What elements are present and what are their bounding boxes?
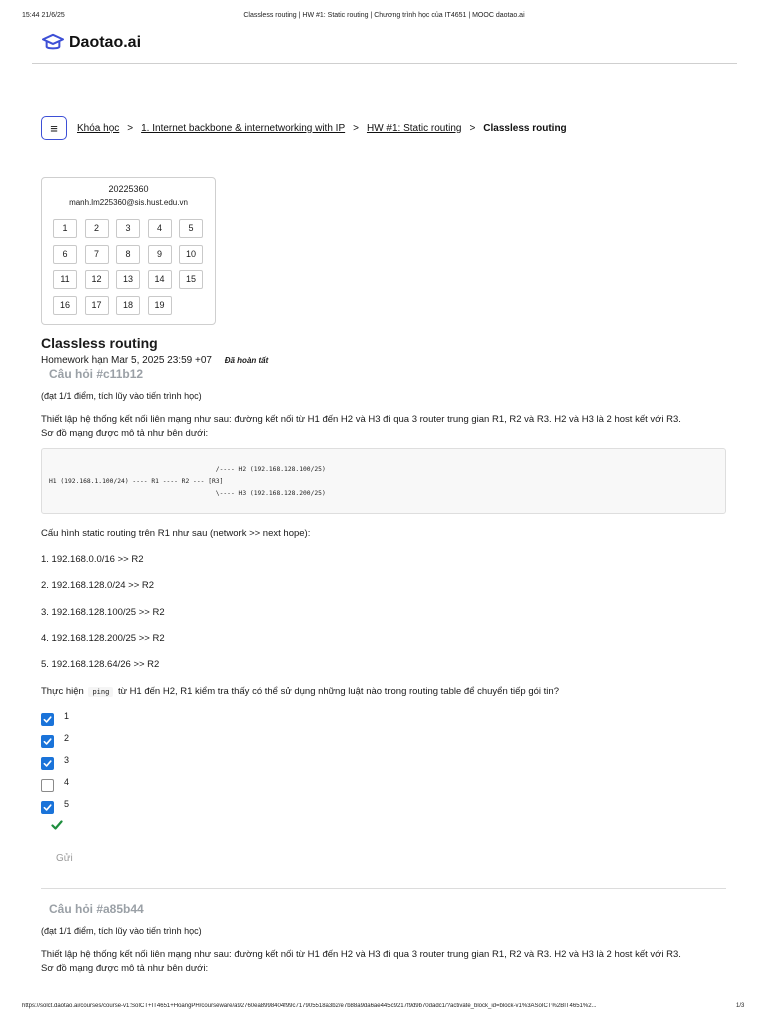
answer-option[interactable] (41, 779, 69, 793)
question-id: Câu hỏi #c11b12 (49, 367, 144, 381)
answer-option-label: 3 (64, 755, 70, 765)
question-nav-button[interactable]: 5 (179, 219, 203, 238)
question-nav-button[interactable]: 18 (116, 296, 140, 315)
question-prompt-text: Thực hiện (41, 686, 84, 697)
student-id: 20225360 (108, 184, 149, 194)
question-nav-button[interactable]: 3 (116, 219, 140, 238)
submit-button[interactable]: Gửi (56, 853, 73, 864)
answer-option-label: 1 (64, 711, 70, 721)
breadcrumb-link-homework[interactable]: HW #1: Static routing (366, 122, 462, 134)
question-divider (41, 888, 726, 889)
question-nav-button[interactable]: 11 (53, 270, 77, 289)
question-nav-button[interactable]: 15 (179, 270, 203, 289)
print-url: https://solct.daotao.ai/courses/course-v1:SoICT+IT4651+HoangPH/courseware/a92760ea8998404f99c717905518a3b2/e7b88a9da6ae445c9217f9d9b70dadc1/?activate_block_id=block-v1%3ASoICT%2BIT4651%2... (22, 1003, 597, 1009)
breadcrumb-separator: > (353, 122, 359, 134)
question-nav-button[interactable]: 12 (85, 270, 109, 289)
question-nav-button[interactable]: 14 (148, 270, 172, 289)
completion-status: Đã hoàn tất (224, 356, 269, 365)
question-nav-button[interactable]: 19 (148, 296, 172, 315)
question-nav-button[interactable]: 16 (53, 296, 77, 315)
question-nav-button[interactable]: 7 (85, 245, 109, 264)
brand-name: Daotao.ai (69, 34, 142, 51)
routing-rule: 1. 192.168.0.0/16 >> R2 (41, 554, 144, 565)
answer-option[interactable] (41, 735, 69, 749)
question-nav-button[interactable]: 13 (116, 270, 140, 289)
routing-rule: 5. 192.168.128.64/26 >> R2 (41, 659, 160, 670)
question-id: Câu hỏi #a85b44 (49, 902, 144, 916)
homework-deadline-line (41, 355, 268, 366)
question-intro (41, 948, 731, 976)
checkmark-icon (51, 819, 63, 831)
routing-rule: 2. 192.168.128.0/24 >> R2 (41, 580, 155, 591)
answer-checkbox[interactable] (41, 779, 54, 792)
answer-option-label: 4 (64, 777, 70, 787)
question-intro-line: Thiết lập hệ thống kết nối liên mạng như sau: đường kết nối từ H1 đến H2 và H3 đi qua 3 router trung gian R1, R2 và R3. H2 và H3 là 2 host kết với R3. (41, 949, 681, 960)
question-intro-line: Sơ đồ mạng được mô tả như bên dưới: (41, 428, 209, 439)
question-points: (đạt 1/1 điểm, tích lũy vào tiến trình học) (41, 926, 202, 936)
answer-option[interactable] (41, 801, 69, 815)
network-diagram-text: /---- H2 (192.168.128.100/25) H1 (192.168.1.100/24) ---- R1 ---- R2 --- [R3] \---- H3 (192.168.128.200/25) (49, 466, 326, 497)
routing-rule: 3. 192.168.128.100/25 >> R2 (41, 607, 165, 618)
print-page-number: 1/3 (736, 1003, 745, 1009)
question-nav-button[interactable]: 6 (53, 245, 77, 264)
question-intro (41, 413, 731, 441)
breadcrumb-separator: > (127, 122, 134, 134)
breadcrumb-link-courses[interactable]: Khóa học (77, 122, 120, 134)
print-header (0, 12, 768, 24)
answer-option-label: 2 (64, 733, 70, 743)
breadcrumb-current: Classless routing (483, 122, 567, 134)
page-title: Classless routing (41, 335, 158, 351)
network-diagram-block (41, 448, 726, 514)
question-intro-line: Sơ đồ mạng được mô tả như bên dưới: (41, 963, 209, 974)
answer-checkbox[interactable] (41, 757, 54, 770)
print-timestamp: 15:44 21/6/25 (22, 12, 65, 19)
graduation-cap-icon (42, 33, 64, 53)
question-prompt (41, 686, 559, 697)
routing-config-intro: Cấu hình static routing trên R1 như sau (network >> next hope): (41, 528, 311, 539)
routing-rule: 4. 192.168.128.200/25 >> R2 (41, 633, 165, 644)
answer-checkbox[interactable] (41, 713, 54, 726)
breadcrumb (41, 114, 567, 142)
course-menu-button[interactable] (41, 116, 67, 140)
question-nav-button[interactable]: 1 (53, 219, 77, 238)
print-page-title: Classless routing | HW #1: Static routing | Chương trình học của IT4651 | MOOC daotao.ai (243, 12, 525, 19)
answer-checkbox[interactable] (41, 801, 54, 814)
question-nav-button[interactable]: 9 (148, 245, 172, 264)
question-nav-button[interactable]: 4 (148, 219, 172, 238)
breadcrumb-link-chapter[interactable]: 1. Internet backbone & internetworking with IP (141, 122, 346, 134)
question-nav-button[interactable]: 10 (179, 245, 203, 264)
homework-deadline: Homework hạn Mar 5, 2025 23:59 +07 (41, 355, 212, 366)
answer-option-label: 5 (64, 799, 70, 809)
site-logo[interactable] (42, 33, 141, 53)
header-divider (32, 63, 737, 64)
breadcrumb-separator: > (469, 122, 476, 134)
question-points: (đạt 1/1 điểm, tích lũy vào tiến trình học) (41, 391, 202, 401)
student-email: manh.lm225360@sis.hust.edu.vn (69, 198, 188, 207)
question-intro-line: Thiết lập hệ thống kết nối liên mạng như sau: đường kết nối từ H1 đến H2 và H3 đi qua 3 router trung gian R1, R2 và R3. H2 và H3 là 2 host kết với R3. (41, 414, 681, 425)
answer-option[interactable] (41, 757, 69, 771)
question-nav-button[interactable]: 8 (116, 245, 140, 264)
answer-checkbox[interactable] (41, 735, 54, 748)
inline-code: ping (88, 687, 113, 697)
question-nav-button[interactable]: 17 (85, 296, 109, 315)
question-navigator-panel (41, 177, 216, 325)
hamburger-icon: ≡ (50, 120, 58, 136)
question-nav-button[interactable]: 2 (85, 219, 109, 238)
answer-option[interactable] (41, 713, 69, 727)
question-prompt-text: từ H1 đến H2, R1 kiểm tra thấy có thể sử dụng những luật nào trong routing table để chuyển tiếp gói tin? (117, 686, 559, 697)
